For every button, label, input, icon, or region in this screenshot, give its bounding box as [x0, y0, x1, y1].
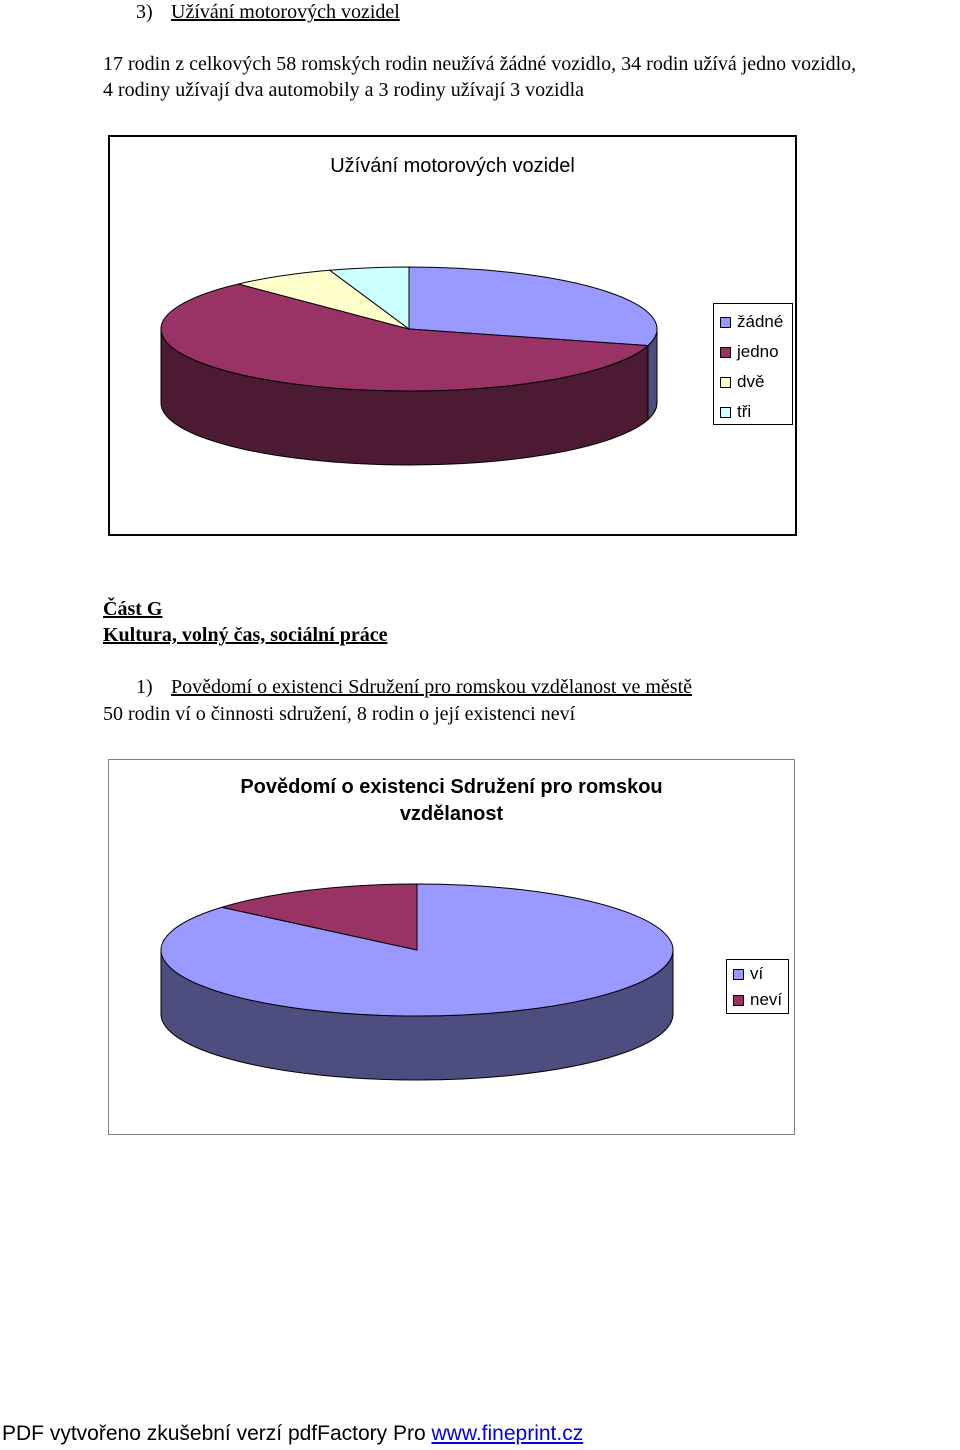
item-heading: Povědomí o existenci Sdružení pro romskou vzdělanost ve městě [171, 676, 693, 698]
part-subtitle: Kultura, volný čas, sociální práce [103, 624, 388, 646]
footer [2, 1421, 583, 1447]
legend-swatch [720, 377, 731, 388]
chart-title-line-2: vzdělanost [399, 803, 504, 825]
awareness-pie [109, 760, 796, 1136]
item-text: 50 rodin ví o činnosti sdružení, 8 rodin o její existenci neví [103, 703, 576, 725]
legend-item [720, 342, 779, 362]
chart-legend [726, 959, 789, 1014]
legend-swatch [733, 969, 744, 980]
legend-item [733, 990, 782, 1010]
vehicle-pie [110, 137, 799, 538]
legend-swatch [720, 347, 731, 358]
legend-label: jedno [737, 342, 779, 361]
legend-item [720, 312, 783, 332]
vehicle-chart [108, 135, 797, 536]
chart-title: Užívání motorových vozidel [330, 155, 575, 177]
item-number: 1) [136, 676, 153, 698]
awareness-chart [108, 759, 795, 1135]
legend-swatch [720, 317, 731, 328]
section-number: 3) [136, 1, 153, 23]
section-text-line-2: 4 rodiny užívají dva automobily a 3 rodiny užívají 3 vozidla [103, 79, 585, 101]
legend-item [720, 402, 751, 422]
legend-label: ví [750, 964, 764, 983]
legend-swatch [720, 407, 731, 418]
legend-label: tři [737, 402, 752, 421]
footer-text: PDF vytvořeno zkušební verzí pdfFactory Pro [2, 1422, 432, 1445]
legend-item [720, 372, 764, 392]
legend-swatch [733, 995, 744, 1006]
footer-link[interactable]: www.fineprint.cz [431, 1422, 584, 1445]
chart-legend [713, 303, 793, 425]
section-text-line-1: 17 rodin z celkových 58 romských rodin neužívá žádné vozidlo, 34 rodin užívá jedno vozidlo, [103, 53, 857, 75]
part-title: Část G [103, 598, 163, 620]
legend-label: dvě [737, 372, 765, 391]
chart-title-line-1: Povědomí o existenci Sdružení pro romskou [240, 776, 663, 798]
legend-label: žádné [737, 312, 784, 331]
legend-label: neví [750, 990, 783, 1009]
section-heading: Užívání motorových vozidel [171, 1, 400, 23]
legend-item [733, 964, 763, 984]
